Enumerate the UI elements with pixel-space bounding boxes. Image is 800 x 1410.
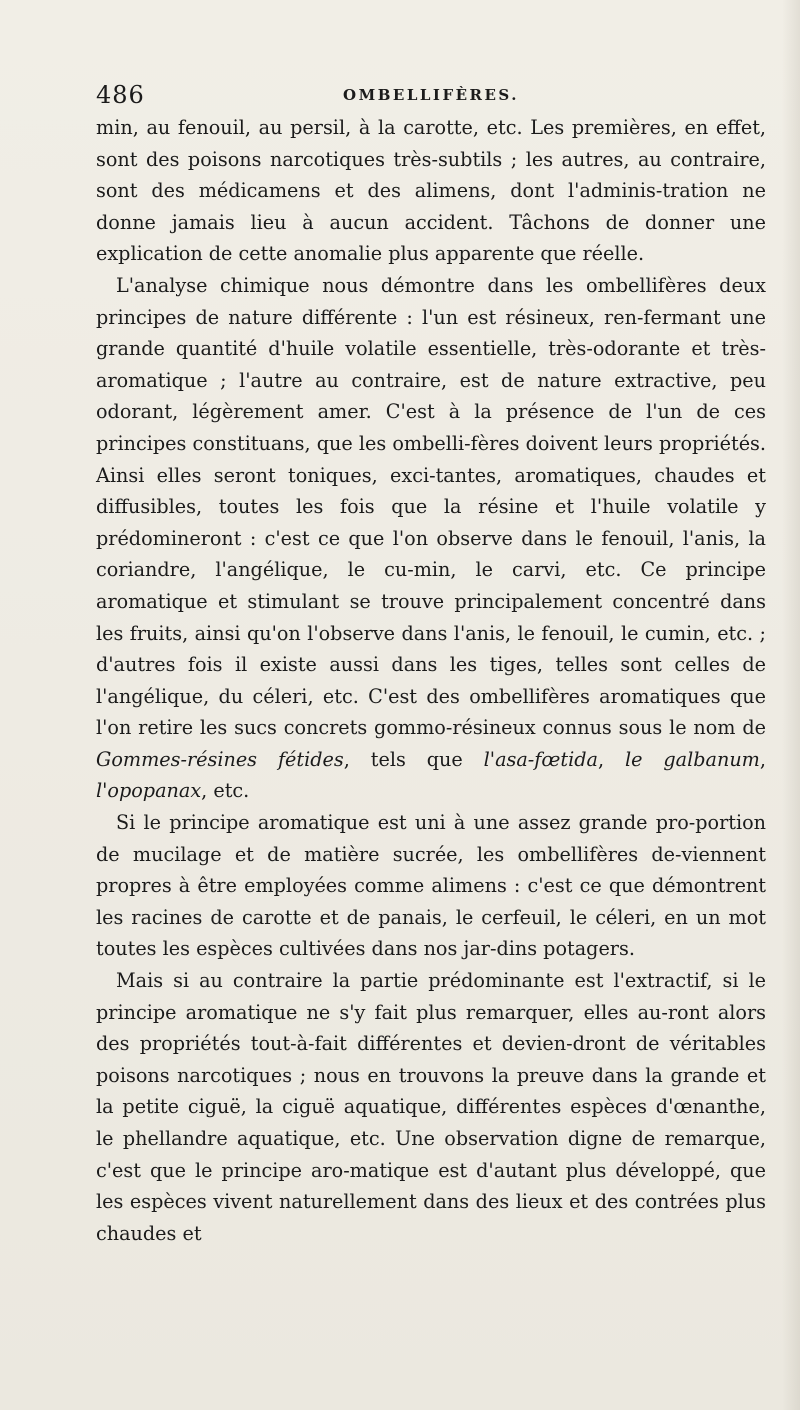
paragraph-4 xyxy=(96,965,766,1249)
paragraph-1 xyxy=(96,112,766,270)
paragraph-1-text: min, au fenouil, au persil, à la carotte, etc. Les premières, en effet, sont des poisons narcotiques très-subtils ; les autres, au contraire, sont des médicamens et des alimens, dont l'adminis-tration ne donne jamais lieu à aucun accident. Tâchons de donner une explication de cette anomalie plus apparente que réelle. xyxy=(96,116,766,266)
paragraph-2-text-before: L'analyse chimique nous démontre dans les ombellifères deux principes de nature différente : l'un est résineux, ren-fermant une grande quantité d'huile volatile essentielle, très-odorante et très-aromatique ; l'autre au contraire, est de nature extractive, peu odorant, légèrement amer. C'est à la présence de l'un de ces principes constituans, que les ombelli-fères doivent leurs propriétés. Ainsi elles seront toniques, exci-tantes, aromatiques, chaudes et diffusibles, toutes les fois que la résine et l'huile volatile y prédomineront : c'est ce que l'on observe dans le fenouil, l'anis, la coriandre, l'angélique, le cu-min, le carvi, etc. Ce principe aromatique et stimulant se trouve principalement concentré dans les fruits, ainsi qu'on l'observe dans l'anis, le fenouil, le cumin, etc. ; d'autres fois il existe aussi dans les tiges, telles sont celles de l'angélique, du céleri, etc. C'est des ombellifères aromatiques que l'on retire les sucs concrets gommo-résineux connus sous le nom de xyxy=(96,273,766,740)
page-edge-shadow xyxy=(782,0,800,1410)
page-text-block xyxy=(96,78,766,1249)
paragraph-4-text: Mais si au contraire la partie prédominante est l'extractif, si le principe aromatique ne s'y fait plus remarquer, elles au-ront alors des propriétés tout-à-fait différentes et devien-dront de véritables poisons narcotiques ; nous en trouvons la preuve dans la grande et la petite ciguë, la ciguë aquatique, différentes espèces d'œnanthe, le phellandre aquatique, etc. Une observation digne de remarque, c'est que le principe aro-matique est d'autant plus développé, que les espèces vivent naturellement dans des lieux et des contrées plus chaudes et xyxy=(96,969,766,1245)
paragraph-3-text: Si le principe aromatique est uni à une assez grande pro-portion de mucilage et de matière sucrée, les ombellifères de-viennent propres à être employées comme alimens : c'est ce que démontrent les racines de carotte et de panais, le cerfeuil, le céleri, en un mot toutes les espèces cultivées dans nos jar-dins potagers. xyxy=(96,811,766,961)
paragraph-2-italic-2: l'asa-fœtida xyxy=(483,747,598,771)
running-head: OMBELLIFÈRES. xyxy=(343,86,519,104)
paragraph-2-text-mid-2: , xyxy=(597,747,625,771)
paragraph-2-italic-1: Gommes-résines fétides xyxy=(96,747,344,771)
paragraph-2-text-mid-3: , xyxy=(759,747,766,771)
paragraph-2-text-mid-1: , tels que xyxy=(343,747,484,771)
paragraph-2-text-after: , etc. xyxy=(201,779,250,803)
paragraph-2-italic-4: l'opopanax xyxy=(96,779,202,803)
body-text xyxy=(96,112,766,1249)
page-header xyxy=(96,78,766,112)
paragraph-2-italic-3: le galbanum xyxy=(624,747,760,771)
paragraph-2 xyxy=(96,270,766,807)
page-number: 486 xyxy=(96,81,145,109)
paragraph-3 xyxy=(96,807,766,965)
